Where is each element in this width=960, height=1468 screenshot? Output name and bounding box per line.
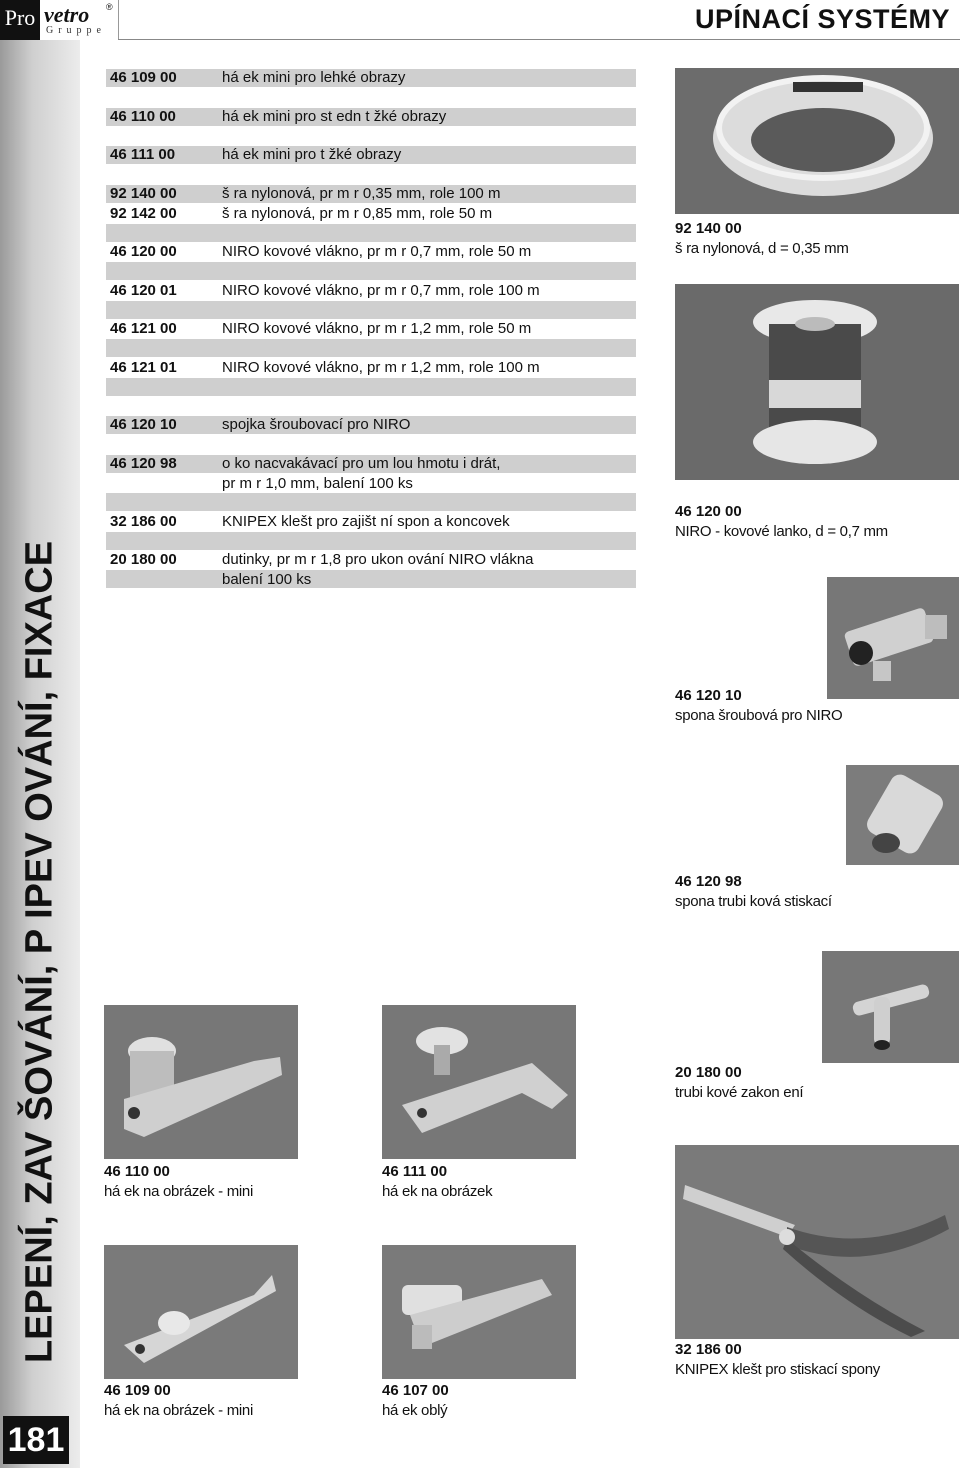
product-code: 20 180 00 xyxy=(110,551,177,568)
screw-clamp-photo xyxy=(827,577,959,699)
product-code: 92 142 00 xyxy=(110,205,177,222)
product-desc: dutinky, pr m r 1,8 pro ukon ování NIRO vlákna xyxy=(222,551,534,568)
product-row xyxy=(110,550,534,590)
product-row xyxy=(110,242,531,262)
product-desc-line2: pr m r 1,0 mm, balení 100 ks xyxy=(222,475,413,492)
product-desc: há ek mini pro st edn t žké obrazy xyxy=(222,108,447,125)
product-code: 92 140 00 xyxy=(110,185,177,202)
hook109-caption xyxy=(104,1381,253,1421)
product-desc: há ek mini pro lehké obrazy xyxy=(222,69,406,86)
product-row xyxy=(110,454,500,494)
caption-label: spona šroubová pro NIRO xyxy=(675,707,843,724)
product-desc: NIRO kovové vlákno, pr m r 1,2 mm, role 50 m xyxy=(222,320,532,337)
hook107-caption xyxy=(382,1381,449,1421)
hook-photo xyxy=(382,1005,576,1159)
product-code: 46 109 00 xyxy=(110,69,177,86)
caption-label: spona trubi ková stiskací xyxy=(675,893,832,910)
section-label: LEPENÍ, ZAV ŠOVÁNÍ, P IPEV OVÁNÍ, FIXACE xyxy=(18,540,61,1364)
product-row xyxy=(110,415,410,435)
product-desc: KNIPEX klešt pro zajišt ní spon a koncovek xyxy=(222,513,510,530)
tube-caption xyxy=(675,872,832,912)
product-desc: spojka šroubovací pro NIRO xyxy=(222,416,411,433)
brand-logo xyxy=(0,0,119,40)
caption-code: 46 120 10 xyxy=(675,687,742,704)
product-row xyxy=(110,319,531,339)
page-title: UPÍNACÍ SYSTÉMY xyxy=(694,4,950,34)
logo-pro: Pro xyxy=(0,0,40,40)
row-stripe xyxy=(106,301,636,319)
caption-label: š ra nylonová, d = 0,35 mm xyxy=(675,240,849,257)
wire-caption xyxy=(675,502,888,542)
caption-code: 46 111 00 xyxy=(382,1163,448,1180)
caption-code: 46 110 00 xyxy=(104,1163,170,1180)
hook-mini-flat-photo xyxy=(104,1245,298,1379)
product-row xyxy=(110,281,540,301)
pliers-caption xyxy=(675,1340,880,1380)
product-row xyxy=(110,68,405,88)
caption-label: há ek na obrázek xyxy=(382,1183,493,1200)
caption-label: NIRO - kovové lanko, d = 0,7 mm xyxy=(675,523,888,540)
caption-label: há ek na obrázek - mini xyxy=(104,1402,254,1419)
caption-label: KNIPEX klešt pro stiskací spony xyxy=(675,1361,880,1378)
product-row xyxy=(110,184,500,204)
product-code: 46 110 00 xyxy=(110,108,176,125)
product-code: 46 120 10 xyxy=(110,416,177,433)
caption-code: 92 140 00 xyxy=(675,220,742,237)
hook111-caption xyxy=(382,1162,492,1202)
product-desc: š ra nylonová, pr m r 0,85 mm, role 50 m xyxy=(222,205,493,222)
caption-code: 46 107 00 xyxy=(382,1382,449,1399)
product-row xyxy=(110,145,401,165)
row-stripe xyxy=(106,532,636,550)
product-code: 46 120 01 xyxy=(110,282,177,299)
logo-vetro: vetro xyxy=(44,2,90,27)
product-desc: NIRO kovové vlákno, pr m r 1,2 mm, role 100 m xyxy=(222,359,540,376)
logo-registered: ® xyxy=(106,2,113,12)
knipex-pliers-photo xyxy=(675,1145,959,1339)
product-code: 32 186 00 xyxy=(110,513,177,530)
product-desc: š ra nylonová, pr m r 0,35 mm, role 100 m xyxy=(222,185,501,202)
nylon-line-caption xyxy=(675,219,849,259)
product-code: 46 111 00 xyxy=(110,146,176,163)
hook110-caption xyxy=(104,1162,253,1202)
product-code: 46 120 00 xyxy=(110,243,177,260)
hook-round-photo xyxy=(382,1245,576,1379)
product-desc: o ko nacvakávací pro um lou hmotu i drát, xyxy=(222,455,501,472)
crimp-tube-photo xyxy=(846,765,959,865)
caption-code: 46 120 98 xyxy=(675,873,742,890)
row-stripe xyxy=(106,262,636,280)
caption-code: 32 186 00 xyxy=(675,1341,742,1358)
caption-label: há ek oblý xyxy=(382,1402,448,1419)
product-row xyxy=(110,512,510,532)
hook-mini-photo xyxy=(104,1005,298,1159)
page-number: 181 xyxy=(3,1416,69,1464)
product-desc: NIRO kovové vlákno, pr m r 0,7 mm, role 100 m xyxy=(222,282,540,299)
product-desc: há ek mini pro t žké obrazy xyxy=(222,146,402,163)
product-desc: NIRO kovové vlákno, pr m r 0,7 mm, role 50 m xyxy=(222,243,532,260)
product-code: 46 120 98 xyxy=(110,455,177,472)
row-stripe xyxy=(106,224,636,242)
wire-spool-photo xyxy=(675,284,959,480)
product-code: 46 121 00 xyxy=(110,320,177,337)
logo-gruppe: Gruppe xyxy=(46,25,106,36)
product-desc-line2: balení 100 ks xyxy=(222,571,312,588)
row-stripe xyxy=(106,339,636,357)
caption-code: 20 180 00 xyxy=(675,1064,742,1081)
product-row xyxy=(110,358,540,378)
row-stripe xyxy=(106,378,636,396)
clamp-caption xyxy=(675,686,842,726)
ends-caption xyxy=(675,1063,803,1103)
product-row xyxy=(110,107,446,127)
nylon-line-photo xyxy=(675,68,959,214)
tube-ends-photo xyxy=(822,951,959,1063)
product-row xyxy=(110,204,492,224)
caption-code: 46 109 00 xyxy=(104,1382,171,1399)
header-divider xyxy=(118,39,960,40)
caption-label: há ek na obrázek - mini xyxy=(104,1183,254,1200)
caption-code: 46 120 00 xyxy=(675,503,742,520)
product-code: 46 121 01 xyxy=(110,359,177,376)
caption-label: trubi kové zakon ení xyxy=(675,1084,804,1101)
row-stripe xyxy=(106,493,636,511)
